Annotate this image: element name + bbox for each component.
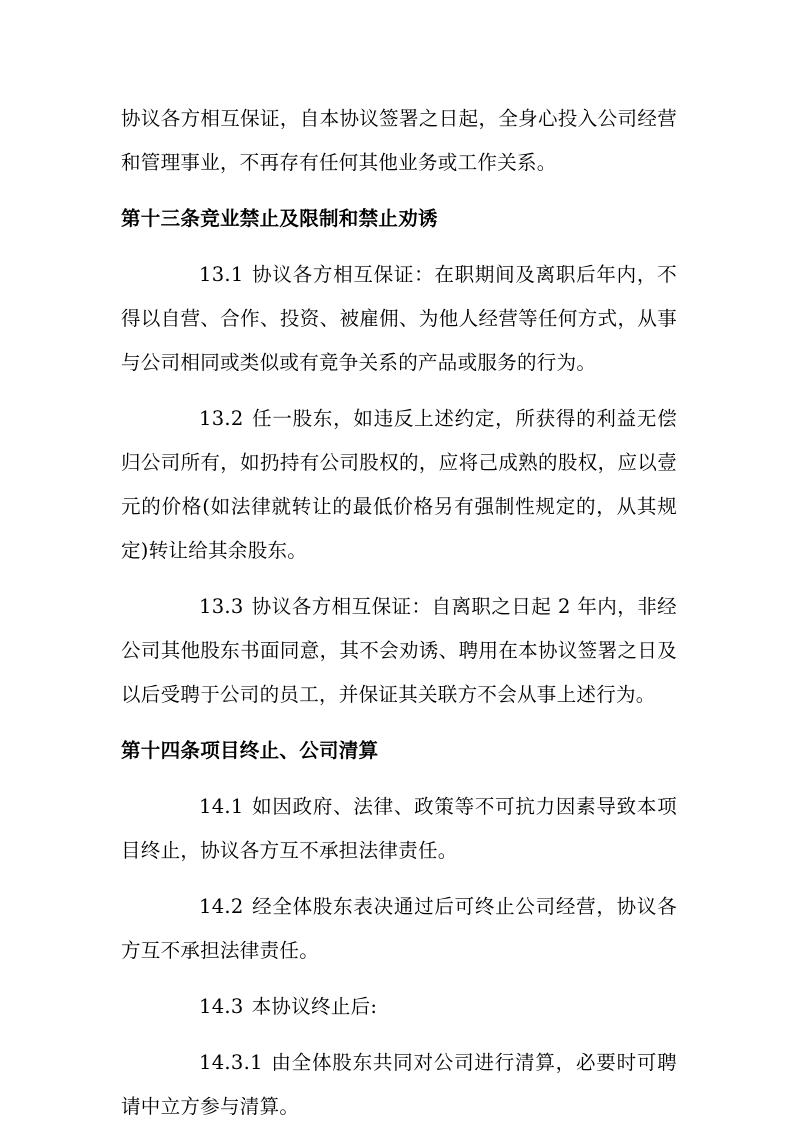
clause-14-3-1 xyxy=(121,1041,677,1129)
clause-number: 14.3 xyxy=(199,995,244,1018)
article-14-heading: 第十四条项目终止、公司清算 xyxy=(121,739,379,762)
clause-text: 经全体股东表决通过后可终止公司经营，协议各方互不承担法律责任。 xyxy=(121,895,677,962)
clause-text: 本协议终止后: xyxy=(251,995,378,1018)
clause-14-1 xyxy=(121,785,677,873)
clause-14-3 xyxy=(121,985,677,1029)
clause-number: 13.3 xyxy=(199,595,244,618)
article-13-heading: 第十三条竞业禁止及限制和禁止劝诱 xyxy=(121,207,438,230)
clause-text: 由全体股东共同对公司进行清算，必要时可聘请中立方参与清算。 xyxy=(121,1051,677,1118)
clause-number: 14.3.1 xyxy=(199,1051,263,1074)
clause-number: 14.1 xyxy=(199,795,244,818)
clause-text: 协议各方相互保证：自离职之日起 2 年内，非经公司其他股东书面同意，其不会劝诱、聘用在本协议签署之日及以后受聘于公司的员工，并保证其关联方不会从事上述行为。 xyxy=(121,595,677,706)
clause-text: 如因政府、法律、政策等不可抗力因素导致本项目终止，协议各方互不承担法律责任。 xyxy=(121,795,677,862)
clause-number: 13.1 xyxy=(199,263,244,286)
clause-13-2 xyxy=(121,397,677,573)
clause-text: 协议各方相互保证：在职期间及离职后年内，不得以自营、合作、投资、被雇佣、为他人经营等任何方式，从事与公司相同或类似或有竟争关系的产品或服务的行为。 xyxy=(121,263,677,374)
clause-14-2 xyxy=(121,885,677,973)
clause-text: 任一股东，如违反上述约定，所获得的利益无偿归公司所有，如扔持有公司股权的，应将己成熟的股权，应以壹元的价格(如法律就转让的最低价格另有强制性规定的，从其规定)转让给其余股东。 xyxy=(121,407,677,562)
document-body xyxy=(121,97,677,1129)
clause-13-1 xyxy=(121,253,677,385)
clause-13-3 xyxy=(121,585,677,717)
clause-number: 14.2 xyxy=(199,895,244,918)
clause-number: 13.2 xyxy=(199,407,244,430)
continued-paragraph: 协议各方相互保证，自本协议签署之日起，全身心投入公司经营和管理事业，不再存有任何其他业务或工作关系。 xyxy=(121,107,677,174)
